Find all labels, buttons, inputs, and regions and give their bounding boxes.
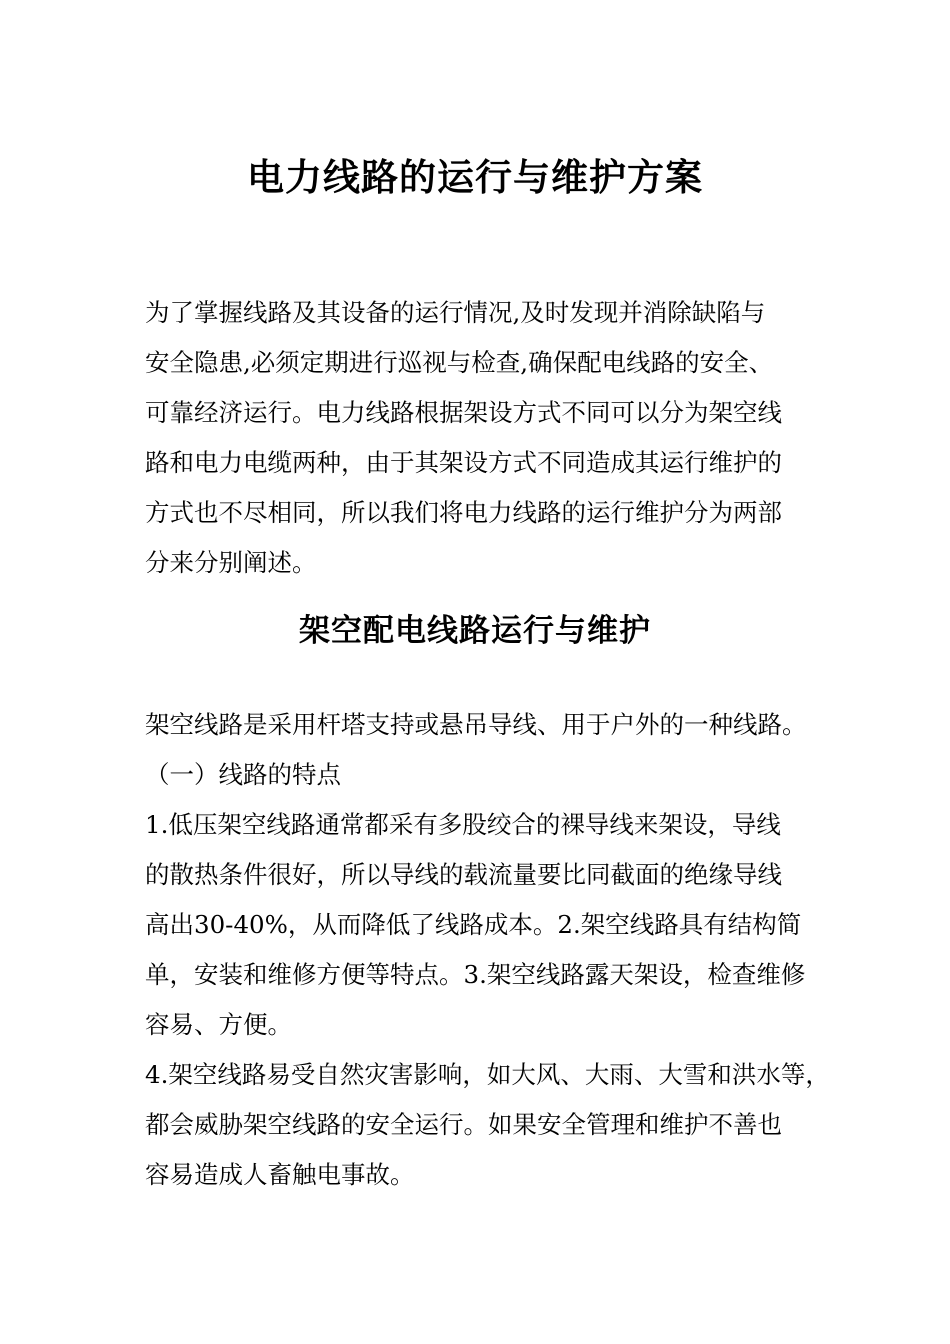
section-line: 的散热条件很好，所以导线的载流量要比同截面的绝缘导线 bbox=[145, 860, 782, 889]
intro-line: 为了掌握线路及其设备的运行情况,及时发现并消除缺陷与 bbox=[145, 298, 766, 327]
intro-paragraph bbox=[145, 288, 815, 588]
section-body bbox=[145, 700, 835, 1200]
section-line: 架空线路是采用杆塔支持或悬吊导线、用于户外的一种线路。 bbox=[145, 710, 807, 739]
intro-line: 路和电力电缆两种，由于其架设方式不同造成其运行维护的 bbox=[145, 448, 782, 477]
section-line: 1.低压架空线路通常都采有多股绞合的裸导线来架设，导线 bbox=[145, 810, 781, 839]
section-line: 容易、方便。 bbox=[145, 1010, 292, 1039]
section-title: 架空配电线路运行与维护 bbox=[299, 613, 651, 649]
section-subheading: （一）线路的特点 bbox=[145, 760, 341, 789]
section-line: 4.架空线路易受自然灾害影响，如大风、大雨、大雪和洪水等， bbox=[145, 1060, 830, 1089]
intro-line: 安全隐患,必须定期进行巡视与检查,确保配电线路的安全、 bbox=[145, 348, 774, 377]
section-line: 单，安装和维修方便等特点。3.架空线路露天架设，检查维修 bbox=[145, 960, 806, 989]
section-line: 高出30-40%，从而降低了线路成本。2.架空线路具有结构简 bbox=[145, 910, 802, 939]
intro-line: 分来分别阐述。 bbox=[145, 548, 317, 577]
intro-line: 可靠经济运行。电力线路根据架设方式不同可以分为架空线 bbox=[145, 398, 782, 427]
section-line: 都会威胁架空线路的安全运行。如果安全管理和维护不善也 bbox=[145, 1110, 782, 1139]
document-title: 电力线路的运行与维护方案 bbox=[247, 156, 703, 199]
section-line: 容易造成人畜触电事故。 bbox=[145, 1160, 415, 1189]
intro-line: 方式也不尽相同，所以我们将电力线路的运行维护分为两部 bbox=[145, 498, 782, 527]
